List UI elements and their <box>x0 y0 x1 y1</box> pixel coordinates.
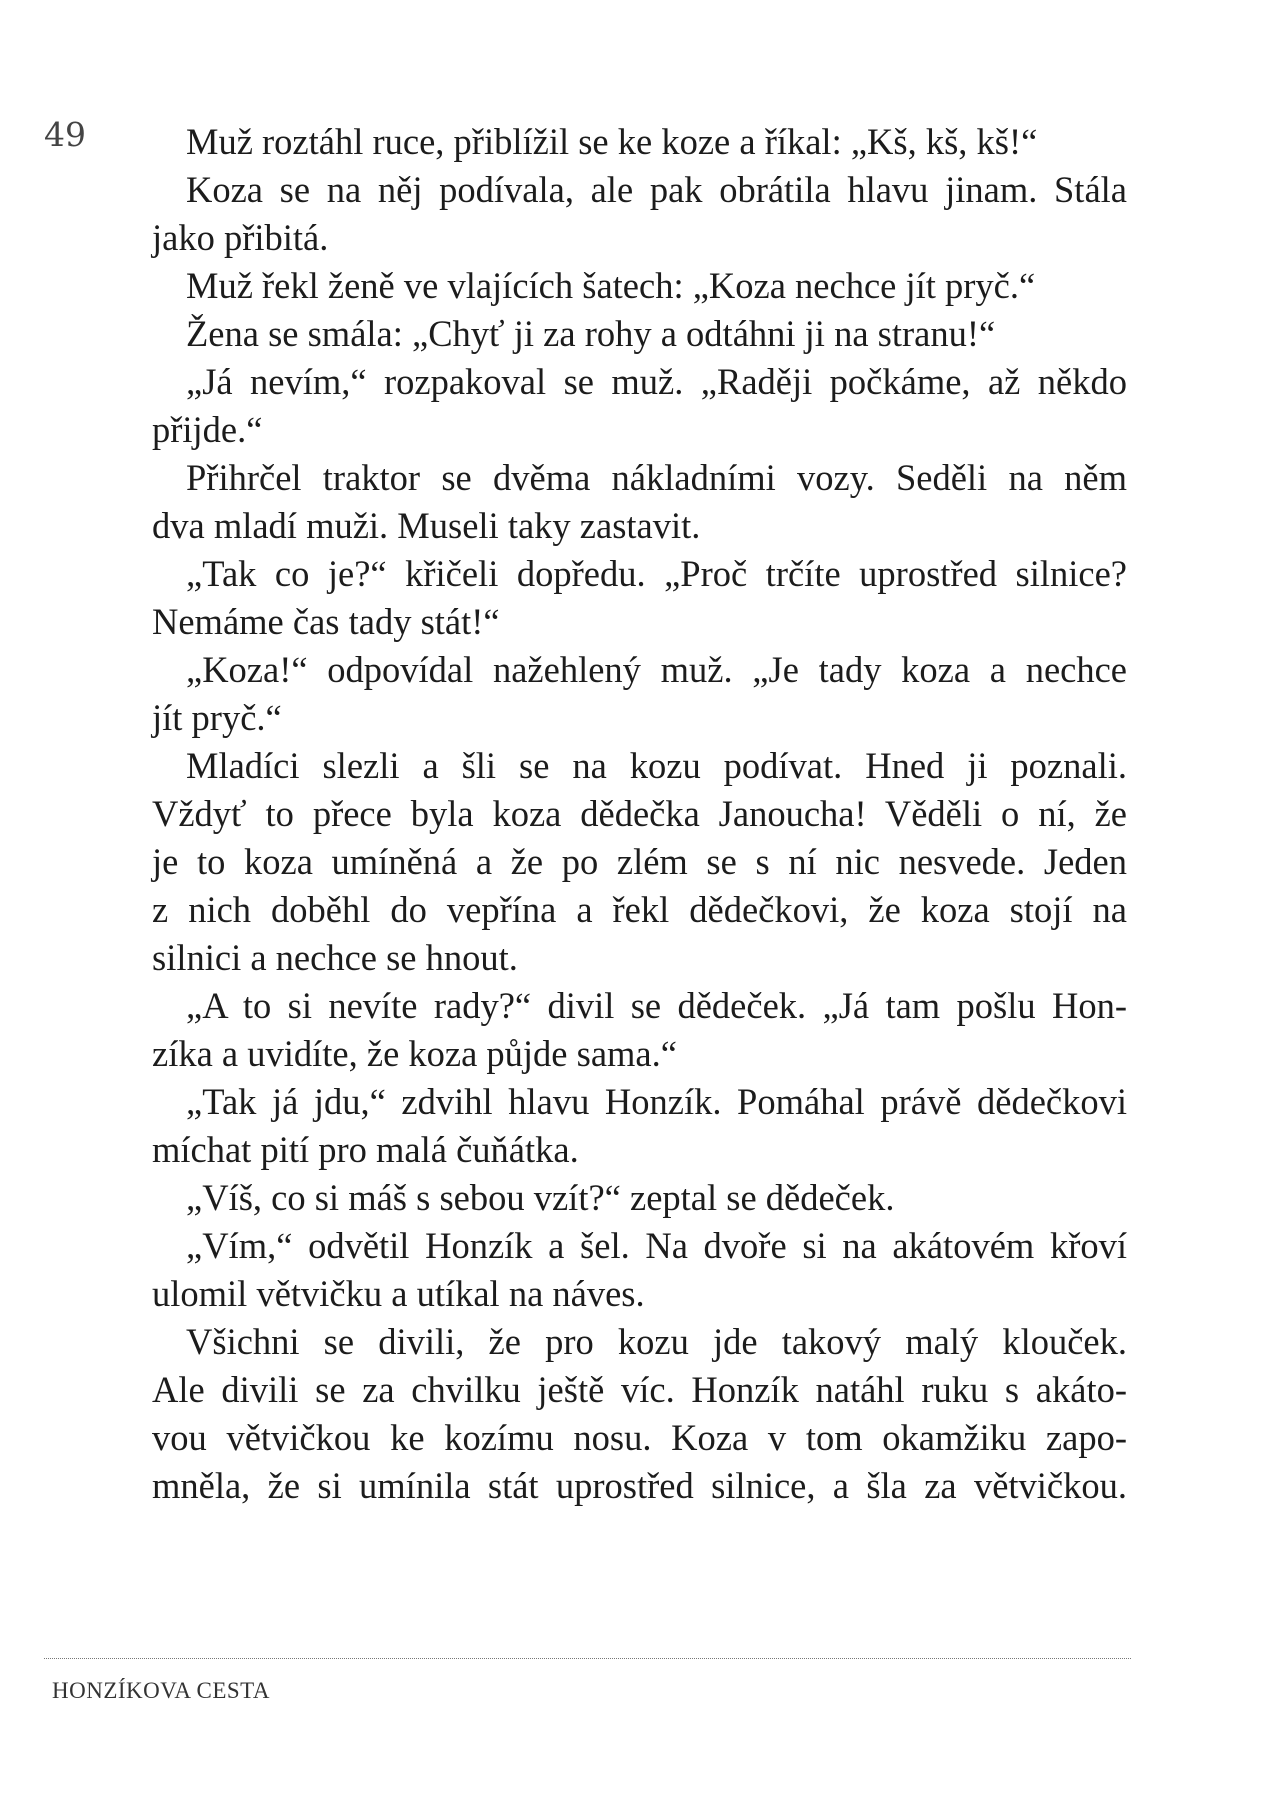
text-line: Koza se na něj podívala, ale pak obrátila hlavu jinam. Stála <box>186 169 1127 210</box>
text-line: Muž řekl ženě ve vlajících šatech: „Koza nechce jít pryč.“ <box>186 265 1036 306</box>
footer-rule <box>44 1658 1131 1659</box>
text-line: Nemáme čas tady stát!“ <box>152 601 500 642</box>
body-text <box>152 118 1127 1510</box>
text-line: „Já nevím,“ rozpakoval se muž. „Raději počkáme, až někdo <box>186 361 1127 402</box>
text-line: zíka a uvidíte, že koza půjde sama.“ <box>152 1033 677 1074</box>
text-line: je to koza umíněná a že po zlém se s ní nic nesvede. Jeden <box>152 841 1127 882</box>
text-line: vou větvičkou ke kozímu nosu. Koza v tom okamžiku zapo- <box>152 1417 1127 1458</box>
text-line: míchat pití pro malá čuňátka. <box>152 1129 579 1170</box>
text-line: „Vím,“ odvětil Honzík a šel. Na dvoře si na akátovém křoví <box>186 1225 1127 1266</box>
text-line: Přihrčel traktor se dvěma nákladními vozy. Seděli na něm <box>186 457 1127 498</box>
text-line: „Víš, co si máš s sebou vzít?“ zeptal se dědeček. <box>186 1177 895 1218</box>
text-line: Ale divili se za chvilku ještě víc. Honzík natáhl ruku s akáto- <box>152 1369 1127 1410</box>
text-line: Muž roztáhl ruce, přiblížil se ke koze a říkal: „Kš, kš, kš!“ <box>186 121 1038 162</box>
text-line: Žena se smála: „Chyť ji za rohy a odtáhni ji na stranu!“ <box>186 313 996 354</box>
text-line: jako přibitá. <box>152 217 329 258</box>
text-line: „Koza!“ odpovídal nažehlený muž. „Je tady koza a nechce <box>186 649 1127 690</box>
text-line: „Tak já jdu,“ zdvihl hlavu Honzík. Pomáhal právě dědečkovi <box>186 1081 1127 1122</box>
text-line: z nich doběhl do vepřína a řekl dědečkovi, že koza stojí na <box>152 889 1127 930</box>
text-line: jít pryč.“ <box>152 697 282 738</box>
text-line: silnici a nechce se hnout. <box>152 937 518 978</box>
text-line: přijde.“ <box>152 409 263 450</box>
text-line: ulomil větvičku a utíkal na náves. <box>152 1273 645 1314</box>
text-line: Všichni se divili, že pro kozu jde takový malý klouček. <box>186 1321 1127 1362</box>
text-line: Mladíci slezli a šli se na kozu podívat. Hned ji poznali. <box>186 745 1127 786</box>
text-line: mněla, že si umínila stát uprostřed silnice, a šla za větvičkou. <box>152 1465 1127 1506</box>
footer-title: HONZÍKOVA CESTA <box>52 1678 270 1703</box>
text-line: dva mladí muži. Museli taky zastavit. <box>152 505 701 546</box>
text-line: „A to si nevíte rady?“ divil se dědeček. „Já tam pošlu Hon- <box>186 985 1127 1026</box>
text-line: „Tak co je?“ křičeli dopředu. „Proč trčíte uprostřed silnice? <box>186 553 1127 594</box>
page-number: 49 <box>44 115 86 154</box>
text-line: Vždyť to přece byla koza dědečka Janoucha! Věděli o ní, že <box>152 793 1127 834</box>
